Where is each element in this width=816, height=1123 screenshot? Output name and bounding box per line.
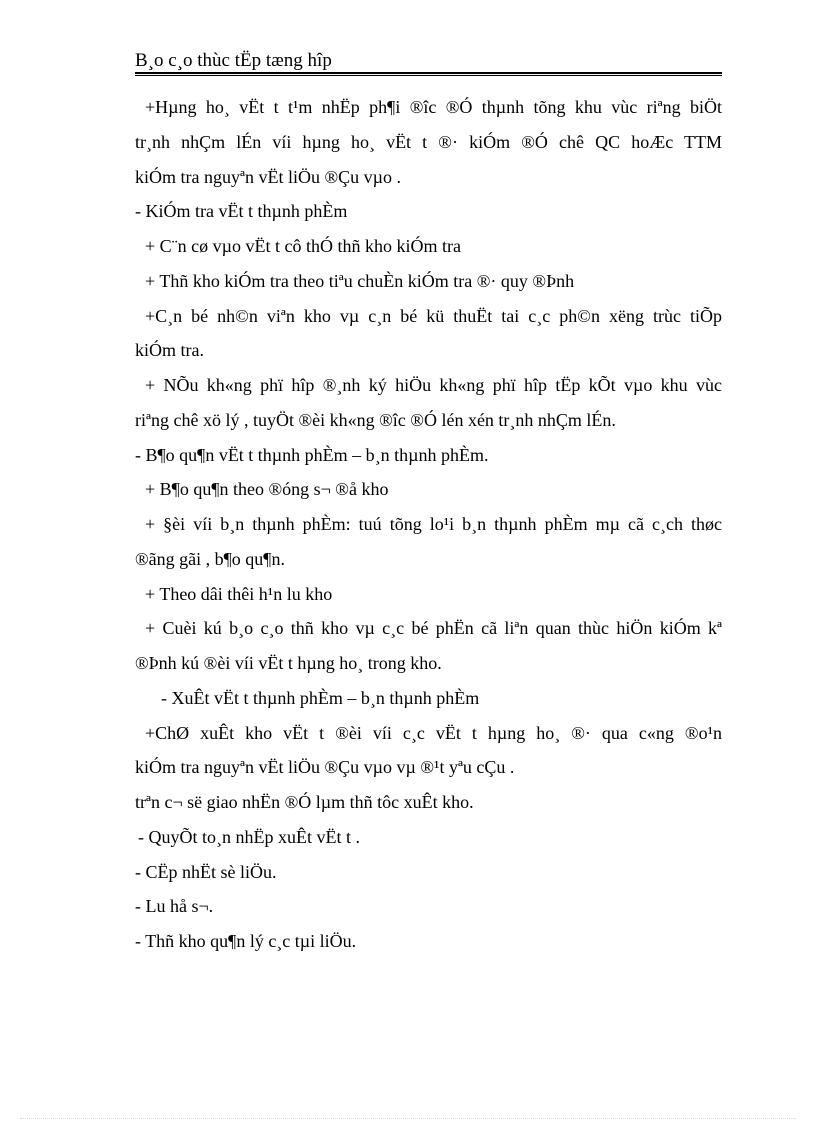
text-line: - B¶o qu¶n vËt t thµnh phÈm – b¸n thµnh phÈm.	[135, 444, 489, 465]
header-rule-thin	[135, 75, 722, 76]
text-line: + C¨n cø vµo vËt t cô thÓ thñ kho kiÓm tra	[145, 236, 461, 256]
text-line: + NÕu kh«ng phï hîp ®¸nh ký hiÖu kh«ng phï hîp tËp kÕt vµo khu vùc	[145, 375, 722, 395]
text-line: + Theo dâi thêi h¹n lu kho	[145, 583, 333, 604]
footer-dotted-rule	[20, 1118, 796, 1119]
text-line: + §èi víi b¸n thµnh phÈm: tuú tõng lo¹i b¸n thµnh phÈm mµ cã c¸ch thøc	[145, 514, 722, 534]
text-line: kiÓm tra nguyªn vËt liÖu ®Çu vµo vµ ®¹t yªu cÇu .	[135, 757, 515, 778]
text-line: - CËp nhËt sè liÖu.	[135, 861, 277, 882]
text-line: ®ãng gãi , b¶o qu¶n.	[135, 548, 285, 569]
text-line: tr¸nh nhÇm lÉn víi hµng ho¸ vËt t ®· kiÓm ®Ó chê QC hoÆc TTM	[135, 131, 722, 152]
text-line: ®Þnh kú ®èi víi vËt t hµng ho¸ trong kho.	[135, 653, 442, 673]
text-line: + Cuèi kú b¸o c¸o thñ kho vµ c¸c bé phËn cã liªn quan thùc hiÖn kiÓm kª	[145, 618, 722, 639]
text-line: - Lu hå s¬.	[135, 896, 214, 917]
text-line: +ChØ xuÊt kho vËt t ®èi víi c¸c vËt t hµng ho¸ ®· qua c«ng ®o¹n	[145, 722, 722, 743]
header-rule-thick	[135, 72, 722, 74]
text-line: kiÓm tra nguyªn vËt liÖu ®Çu vµo .	[135, 166, 402, 187]
body-text	[135, 96, 722, 965]
text-line: + Thñ kho kiÓm tra theo tiªu chuÈn kiÓm tra ®· quy ®Þnh	[145, 270, 575, 291]
text-line: - Thñ kho qu¶n lý c¸c tµi liÖu.	[135, 931, 357, 951]
text-line: trªn c¬ së giao nhËn ®Ó lµm thñ tôc xuÊt kho.	[135, 792, 474, 812]
text-line: + B¶o qu¶n theo ®óng s¬ ®å kho	[145, 479, 389, 500]
page-header-title: B¸o c¸o thùc tËp tæng hîp	[135, 50, 332, 71]
text-line: riªng chê xö lý , tuyÖt ®èi kh«ng ®îc ®Ó lén xén tr¸nh nhÇm lÉn.	[135, 409, 616, 430]
text-line: - KiÓm tra vËt t thµnh phÈm	[135, 201, 348, 222]
text-line: - QuyÕt to¸n nhËp xuÊt vËt t .	[138, 826, 360, 847]
text-line: - XuÊt vËt t thµnh phÈm – b¸n thµnh phÈm	[161, 687, 480, 708]
text-line: kiÓm tra.	[135, 340, 204, 361]
text-line: +C¸n bé nh©n viªn kho vµ c¸n bé kü thuËt tai c¸c ph©n xëng trùc tiÕp	[145, 305, 722, 326]
text-line: +Hµng ho¸ vËt t t¹m nhËp ph¶i ®îc ®Ó thµnh tõng khu vùc riªng biÖt	[145, 97, 722, 117]
